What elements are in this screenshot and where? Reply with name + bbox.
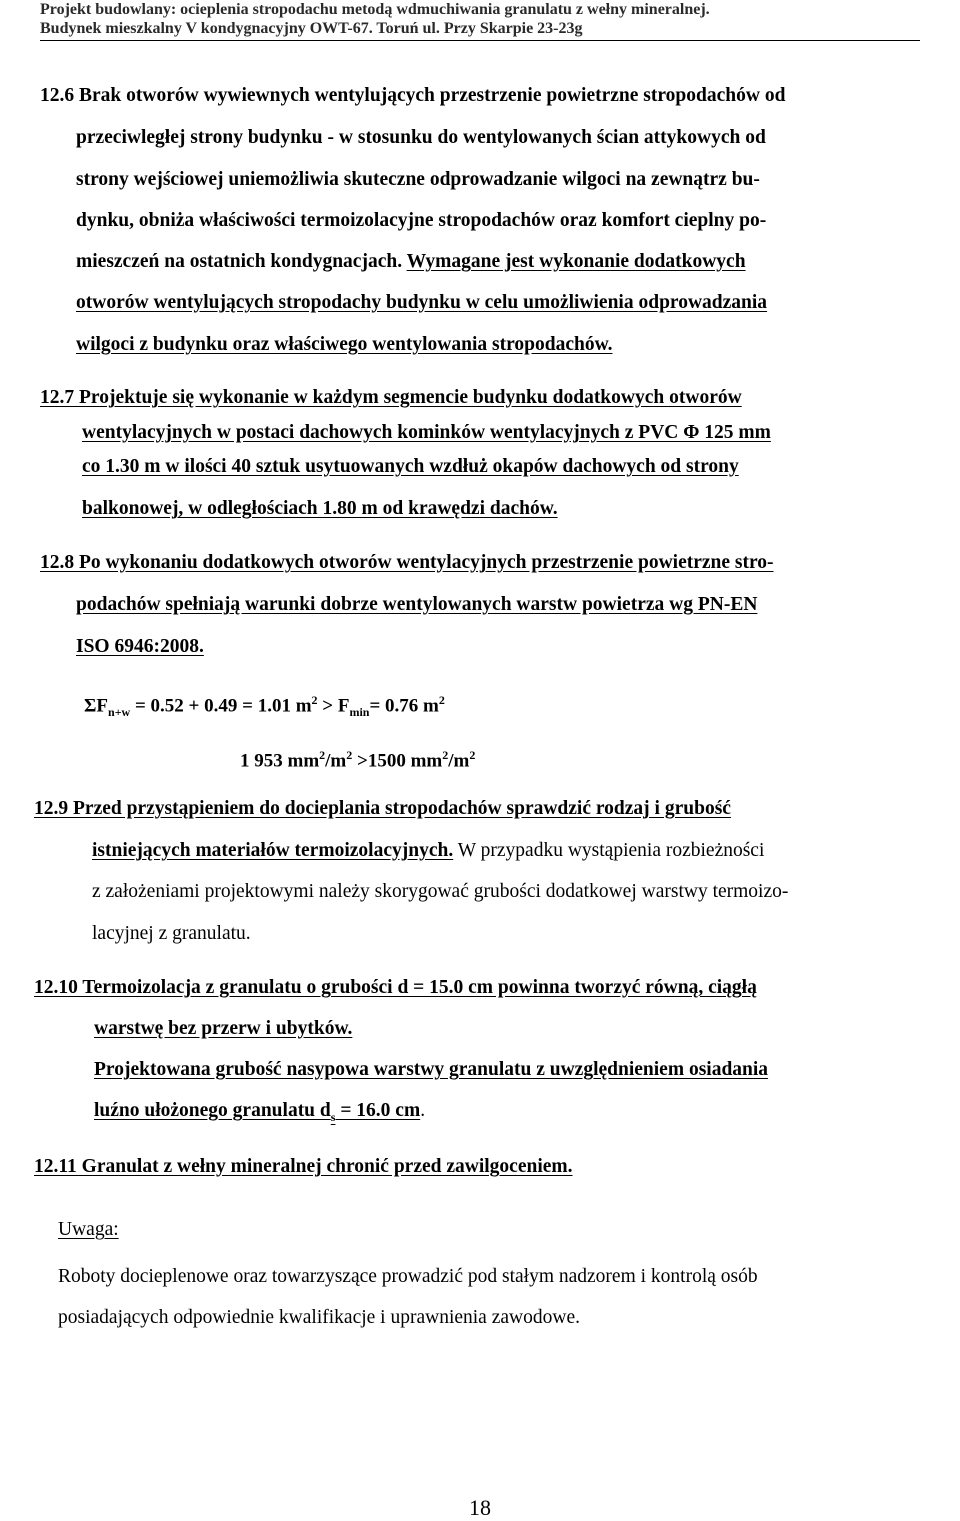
page-number: 18 — [469, 1495, 491, 1520]
formula-area-sum — [84, 688, 445, 724]
formula1-mid: = 0.52 + 0.49 = 1.01 m — [130, 695, 312, 717]
s126-line-5 — [76, 250, 746, 274]
s126-line-7: wilgoci z budynku oraz właściwego wentylowania stropodachów. — [76, 334, 613, 355]
formula2-sup-b: 2 — [346, 748, 353, 762]
s1210-line-4c: . — [420, 1100, 426, 1121]
formula1-sup-1: 2 — [311, 693, 318, 707]
s127-line-3: co 1.30 m w ilości 40 sztuk usytuowanych wzdłuż okapów dachowych od strony — [82, 456, 739, 477]
s126-line-5a: mieszczeń na ostatnich kondygnacjach. — [76, 251, 407, 272]
page-header — [40, 0, 920, 41]
s1210-line-3: Projektowana grubość nasypowa warstwy granulatu z uwzględnieniem osiadania — [94, 1059, 769, 1080]
s1210-line-4 — [94, 1099, 425, 1129]
s127-line-4: balkonowej, w odległościach 1.80 m od krawędzi dachów. — [82, 498, 558, 519]
formula2-d: /m — [448, 750, 470, 772]
s1210-line-2: warstwę bez przerw i ubytków. — [94, 1018, 353, 1039]
formula2-sup-a: 2 — [319, 748, 326, 762]
s129-line-2b: W przypadku wystąpienia rozbieżności — [453, 840, 765, 861]
header-line-2: Budynek mieszkalny V kondygnacyjny OWT-67. Toruń ul. Przy Skarpie 23-23g — [40, 20, 583, 37]
uwaga-title: Uwaga: — [58, 1219, 119, 1240]
header-line-1: Projekt budowlany: ocieplenia stropodachu metodą wdmuchiwania granulatu z wełny mineralnej. — [40, 1, 710, 18]
formula2-a: 1 953 mm — [240, 750, 320, 772]
formula1-sup-2: 2 — [438, 693, 445, 707]
formula1-sub-min: min — [349, 705, 370, 720]
s1210-line-4-sub: s — [330, 1109, 336, 1124]
uwaga-line-1: Roboty docieplenowe oraz towarzyszące prowadzić pod stałym nadzorem i kontrolą osób — [58, 1266, 758, 1287]
s129-line-2a: istniejących materiałów termoizolacyjnych. — [92, 840, 454, 861]
s129-line-2 — [92, 839, 764, 863]
formula-ratio — [240, 743, 475, 773]
formula2-c: >1500 mm — [352, 750, 443, 772]
s126-line-1: 12.6 Brak otworów wywiewnych wentylujących przestrzenie powietrzne stropodachów od — [40, 85, 786, 106]
s127-line-2: wentylacyjnych w postaci dachowych kominków wentylacyjnych z PVC Φ 125 mm — [82, 422, 771, 443]
uwaga-line-2: posiadających odpowiednie kwalifikacje i uprawnienia zawodowe. — [58, 1307, 580, 1328]
s1210-line-4b: = 16.0 cm — [335, 1100, 421, 1121]
s128-line-3: ISO 6946:2008. — [76, 636, 204, 657]
s129-line-3: z założeniami projektowymi należy skorygować grubości dodatkowej warstwy termoizo- — [92, 881, 789, 902]
s128-line-1: 12.8 Po wykonaniu dodatkowych otworów wentylacyjnych przestrzenie powietrzne stro- — [40, 552, 774, 573]
formula2-sup-d: 2 — [469, 748, 476, 762]
s126-line-5b: Wymagane jest wykonanie dodatkowych — [406, 251, 746, 272]
formula2-sup-c: 2 — [442, 748, 449, 762]
s127-line-1: 12.7 Projektuje się wykonanie w każdym segmencie budynku dodatkowych otworów — [40, 387, 742, 408]
s126-line-4: dynku, obniża właściwości termoizolacyjne stropodachów oraz komfort cieplny po- — [76, 210, 767, 231]
s128-line-2: podachów spełniają warunki dobrze wentylowanych warstw powietrza wg PN-EN — [76, 594, 758, 615]
s129-line-1: 12.9 Przed przystąpieniem do docieplania stropodachów sprawdzić rodzaj i grubość — [34, 798, 731, 819]
s1211-line-1: 12.11 Granulat z wełny mineralnej chronić przed zawilgoceniem. — [34, 1156, 573, 1177]
formula2-b: /m — [325, 750, 347, 772]
formula1-end: = 0.76 m — [369, 695, 439, 717]
formula1-sigma: ΣF — [84, 695, 109, 717]
s126-line-2: przeciwległej strony budynku - w stosunku do wentylowanych ścian attykowych od — [76, 127, 766, 148]
s1210-line-1: 12.10 Termoizolacja z granulatu o grubości d = 15.0 cm powinna tworzyć równą, ciągłą — [34, 977, 757, 998]
formula1-gt: > F — [317, 695, 350, 717]
s129-line-4: lacyjnej z granulatu. — [92, 923, 251, 944]
s1210-line-4a: luźno ułożonego granulatu d — [94, 1100, 331, 1121]
formula1-sub-nw: n+w — [108, 705, 131, 720]
s126-line-6: otworów wentylujących stropodachy budynku w celu umożliwienia odprowadzania — [76, 292, 768, 313]
s126-line-3: strony wejściowej uniemożliwia skuteczne odprowadzanie wilgoci na zewnątrz bu- — [76, 169, 760, 190]
